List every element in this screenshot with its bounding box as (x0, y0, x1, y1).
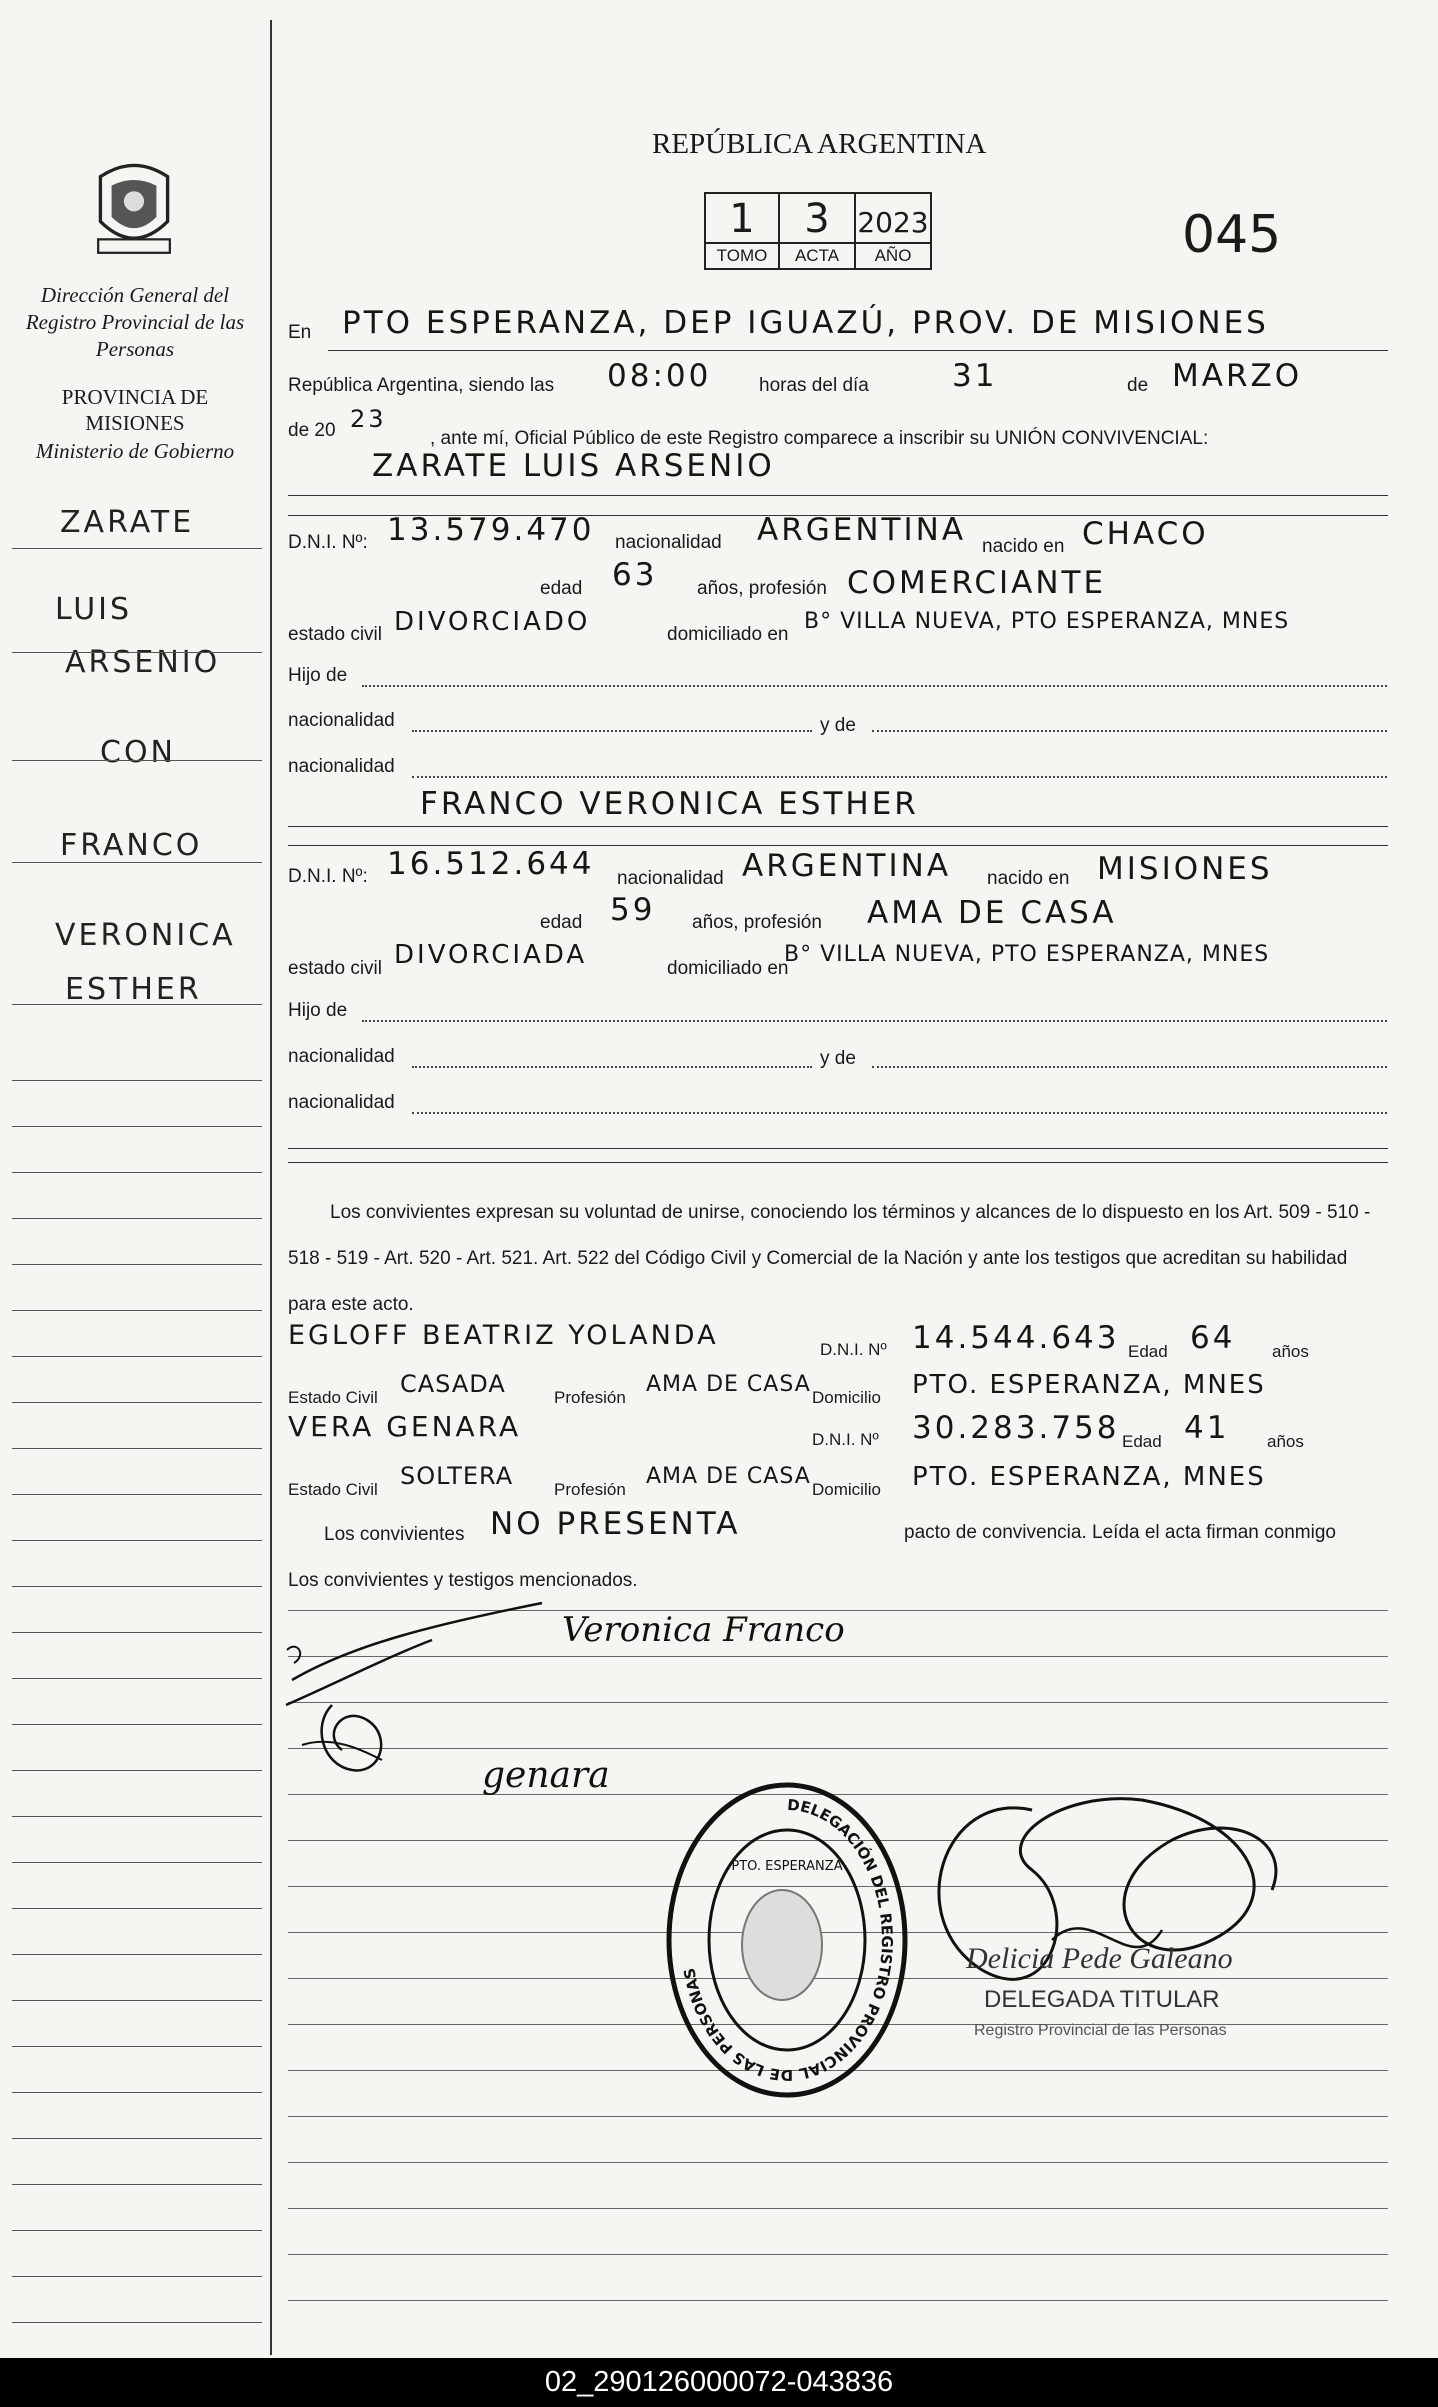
label-dni-2: D.N.I. Nº: (288, 866, 368, 887)
left-name-line (12, 548, 262, 549)
left-margin (0, 0, 270, 2358)
witness1-age: 64 (1190, 1320, 1236, 1356)
ano-value: 2023 (857, 206, 929, 239)
place-line (328, 350, 1388, 351)
left-name-line (12, 862, 262, 863)
left-rule-line (12, 2230, 262, 2231)
label-dom-w1: Domicilio (812, 1388, 881, 1407)
crest-icon (78, 152, 190, 264)
acta-value: 3 (804, 196, 830, 242)
left-rule-line (12, 1678, 262, 1679)
pact-value: NO PRESENTA (490, 1506, 741, 1542)
label-dom-w2: Domicilio (812, 1480, 881, 1499)
side-name-5: FRANCO (60, 828, 203, 863)
label-de20: de 20 (288, 420, 336, 441)
label-domicilio-1: domiciliado en (667, 624, 789, 645)
act-body (272, 0, 1438, 2358)
nac-line-c (412, 1066, 812, 1068)
side-name-6: VERONICA (55, 918, 236, 953)
left-rule-line (12, 2276, 262, 2277)
partner2-name: FRANCO VERONICA ESTHER (420, 786, 919, 822)
label-dni-1: D.N.I. Nº: (288, 532, 368, 553)
official-title: DELEGADA TITULAR (984, 1986, 1220, 2013)
tomo-label: TOMO (706, 242, 778, 268)
nac-line-b (412, 776, 1387, 778)
label-estado-1: estado civil (288, 624, 382, 645)
left-rule-line (12, 1402, 262, 1403)
left-rule-line (12, 1494, 262, 1495)
left-rule-line (12, 2046, 262, 2047)
left-name-line (12, 1004, 262, 1005)
footer-code: 02_290126000072-043836 (0, 2358, 1438, 2407)
witness2-age: 41 (1184, 1410, 1230, 1446)
left-rule-line (12, 1724, 262, 1725)
witness1-dni: 14.544.643 (912, 1320, 1120, 1356)
label-civil-w1: Estado Civil (288, 1388, 378, 1407)
closing-line-b (288, 1162, 1388, 1163)
ministry-name: Ministerio de Gobierno (35, 439, 235, 463)
nac-line-a (412, 730, 812, 732)
label-nacido-1: nacido en (982, 536, 1065, 557)
partner1-dni: 13.579.470 (387, 512, 595, 548)
left-rule-line (12, 1770, 262, 1771)
label-hijo-2: Hijo de (288, 1000, 348, 1021)
side-name-1: ZARATE (60, 505, 195, 540)
official-seal (657, 1770, 917, 2110)
left-rule-line (12, 1954, 262, 1955)
partner1-name: ZARATE LUIS ARSENIO (372, 448, 775, 484)
office-name: Dirección General del Registro Provincial de las Personas (25, 283, 245, 361)
left-rule-line (12, 2092, 262, 2093)
signature-2: genara (482, 1755, 610, 1796)
yde-line-2 (872, 1066, 1387, 1068)
label-convivientes: Los convivientes (324, 1524, 465, 1545)
yde-line-1 (872, 730, 1387, 732)
hijo-line-2 (362, 1020, 1387, 1022)
signature-rule-line (288, 2162, 1388, 2163)
label-anos-prof-2: años, profesión (692, 912, 822, 933)
left-rule-line (12, 1862, 262, 1863)
label-hijo-1: Hijo de (288, 665, 348, 686)
left-rule-line (12, 1586, 262, 1587)
label-yde-2: y de (820, 1048, 856, 1069)
label-edad-1: edad (540, 578, 583, 599)
partner2-address: B° VILLA NUEVA, PTO ESPERANZA, MNES (784, 942, 1270, 967)
partner1-profession: COMERCIANTE (847, 565, 1107, 601)
label-anos-prof-1: años, profesión (697, 578, 827, 599)
tomo-cell (704, 192, 780, 270)
label-edad-w1: Edad (1128, 1342, 1168, 1361)
closing-text: Los convivientes y testigos mencionados. (288, 1570, 638, 1591)
left-rule-line (12, 1218, 262, 1219)
left-rule-line (12, 2138, 262, 2139)
side-name-7: ESTHER (65, 972, 202, 1007)
partner1-name-line (288, 495, 1388, 496)
signature-rule-line (288, 2300, 1388, 2301)
nac-line-d (412, 1112, 1387, 1114)
witness2-civil: SOLTERA (400, 1462, 514, 1490)
left-rule-line (12, 2184, 262, 2185)
declaration-text: Los convivientes expresan su voluntad de unirse, conociendo los términos y alcances de lo dispuesto en los Art. 509 - 510 - 518 - 519 - Art. 520 - Art. 521. Art. 522 del Código Civil y Comercial de la Nación y ante los testigos que acreditan su habilidad para este acto. (288, 1202, 1371, 1315)
province-line2: MISIONES (85, 411, 185, 435)
left-rule-line (12, 1448, 262, 1449)
partner1-birthplace: CHACO (1082, 516, 1209, 552)
day-value: 31 (952, 358, 998, 394)
label-domicilio-2: domiciliado en (667, 958, 789, 979)
hijo-line-1 (362, 685, 1387, 687)
witness2-profession: AMA DE CASA (646, 1464, 811, 1489)
seal-inner-text: PTO. ESPERANZA (731, 1859, 843, 1874)
left-rule-line (12, 1540, 262, 1541)
partner1-address: B° VILLA NUEVA, PTO ESPERANZA, MNES (804, 609, 1290, 634)
side-name-4: CON (100, 735, 177, 770)
partner2-civil: DIVORCIADA (394, 940, 588, 970)
partner2-nationality: ARGENTINA (742, 848, 952, 884)
label-horas: horas del día (759, 375, 869, 396)
label-estado-2: estado civil (288, 958, 382, 979)
partner2-name-line (288, 826, 1388, 827)
acta-number: 045 (1182, 205, 1282, 265)
label-pacto: pacto de convivencia. Leída el acta firman conmigo (904, 1522, 1336, 1543)
witness1-name: EGLOFF BEATRIZ YOLANDA (288, 1320, 719, 1351)
label-dni-w2: D.N.I. Nº (812, 1430, 879, 1449)
label-edad-w2: Edad (1122, 1432, 1162, 1451)
label-republica: República Argentina, siendo las (288, 375, 555, 396)
label-edad-2: edad (540, 912, 583, 933)
page-title: REPÚBLICA ARGENTINA (652, 128, 987, 160)
left-rule-line (12, 1264, 262, 1265)
label-nac-c: nacionalidad (288, 1046, 395, 1067)
official-name: Delicia Pede Galeano (966, 1942, 1233, 1975)
label-anos-w1: años (1272, 1342, 1309, 1361)
closing-line-a (288, 1148, 1388, 1149)
label-ante-mi: , ante mí, Oficial Público de este Registro comparece a inscribir su UNIÓN CONVIVENCIAL: (430, 428, 1209, 449)
partner2-age: 59 (610, 892, 656, 928)
side-name-2: LUIS (55, 592, 133, 627)
side-name-3: ARSENIO (65, 645, 221, 680)
partner1-civil: DIVORCIADO (394, 607, 591, 637)
signature-1: Veronica Franco (562, 1610, 845, 1650)
seal-outer-text: DELEGACIÓN DEL REGISTRO PROVINCIAL DE LAS PERSONAS (680, 1795, 896, 2085)
signature-rule-line (288, 2254, 1388, 2255)
partner2-birthplace: MISIONES (1097, 851, 1273, 887)
label-dni-w1: D.N.I. Nº (820, 1340, 887, 1359)
signature-rule-line (288, 2208, 1388, 2209)
label-prof-w1: Profesión (554, 1388, 626, 1407)
left-rule-line (12, 1632, 262, 1633)
left-rule-line (12, 1172, 262, 1173)
time-value: 08:00 (607, 358, 712, 394)
left-rule-line (12, 2000, 262, 2001)
partner1-nationality: ARGENTINA (757, 512, 967, 548)
label-yde-1: y de (820, 715, 856, 736)
partner2-profession: AMA DE CASA (867, 895, 1117, 931)
label-nacido-2: nacido en (987, 868, 1070, 889)
registry-box (704, 192, 940, 270)
left-name-line (12, 760, 262, 761)
month-value: MARZO (1172, 358, 1303, 394)
witness1-civil: CASADA (400, 1370, 506, 1398)
witness1-address: PTO. ESPERANZA, MNES (912, 1370, 1266, 1400)
witness1-profession: AMA DE CASA (646, 1372, 811, 1397)
acta-cell (778, 192, 856, 270)
year-value: 23 (350, 405, 387, 433)
label-en: En (288, 322, 312, 343)
official-org: Registro Provincial de las Personas (974, 2022, 1227, 2039)
ano-label: AÑO (856, 242, 930, 268)
label-civil-w2: Estado Civil (288, 1480, 378, 1499)
tomo-value: 1 (729, 196, 755, 242)
label-nac-b: nacionalidad (288, 756, 395, 777)
label-nacionalidad-1: nacionalidad (615, 532, 722, 553)
left-rule-line (12, 1126, 262, 1127)
province-line1: PROVINCIA DE (61, 385, 209, 409)
witness2-dni: 30.283.758 (912, 1410, 1120, 1446)
label-nac-d: nacionalidad (288, 1092, 395, 1113)
signature-rule-line (288, 2116, 1388, 2117)
left-rule-line (12, 2322, 262, 2323)
place-value: PTO ESPERANZA, DEP IGUAZÚ, PROV. DE MISIONES (342, 305, 1269, 341)
left-rule-line (12, 1356, 262, 1357)
left-rule-line (12, 1816, 262, 1817)
witness2-address: PTO. ESPERANZA, MNES (912, 1462, 1266, 1492)
label-prof-w2: Profesión (554, 1480, 626, 1499)
label-nac-a: nacionalidad (288, 710, 395, 731)
left-rule-line (12, 1080, 262, 1081)
left-rule-line (12, 1310, 262, 1311)
left-rule-line (12, 1908, 262, 1909)
left-name-line (12, 652, 262, 653)
partner2-dni: 16.512.644 (387, 846, 595, 882)
label-nacionalidad-2: nacionalidad (617, 868, 724, 889)
partner1-age: 63 (612, 557, 658, 593)
witness2-name: VERA GENARA (288, 1410, 522, 1443)
label-de: de (1127, 375, 1149, 396)
acta-label: ACTA (780, 242, 854, 268)
label-anos-w2: años (1267, 1432, 1304, 1451)
ano-cell (854, 192, 932, 270)
